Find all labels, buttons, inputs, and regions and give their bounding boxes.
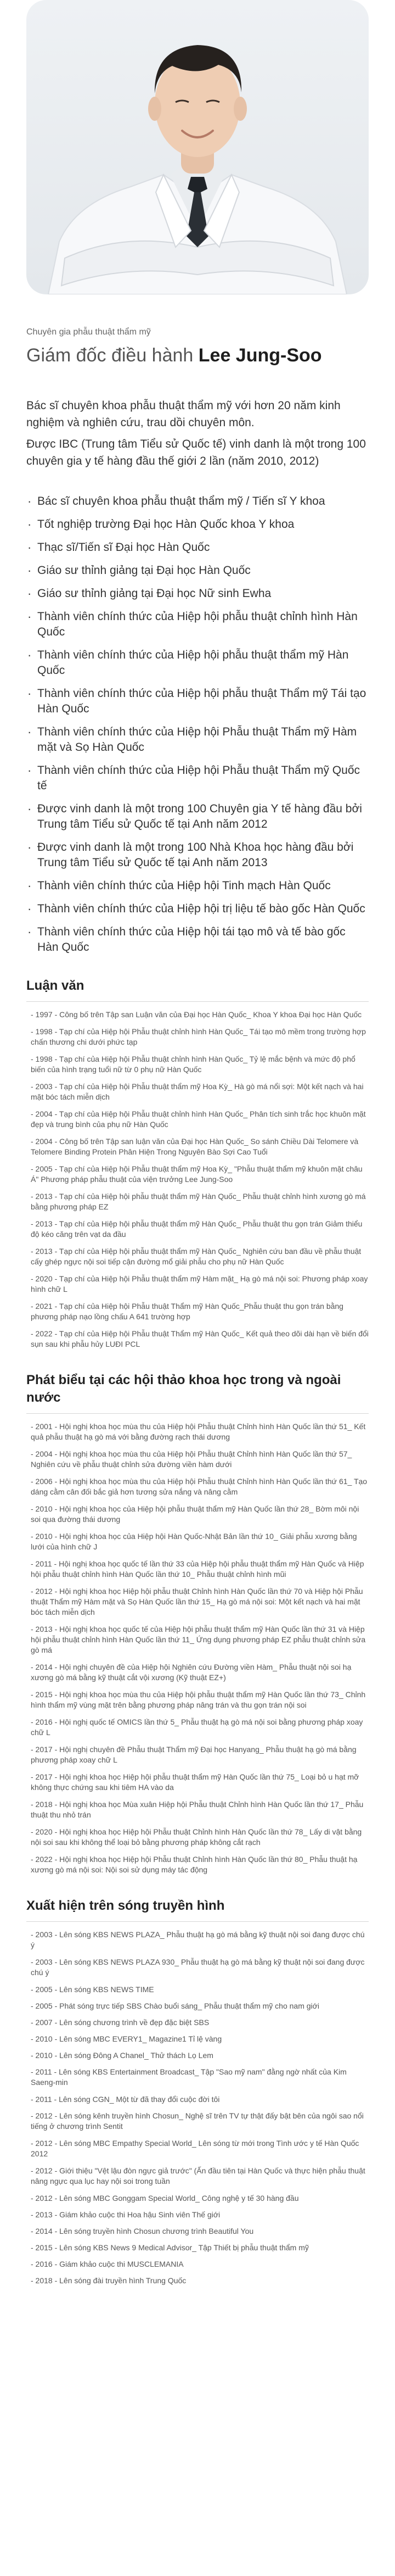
paper-item: - 2003 - Tạp chí của Hiệp hội Phẫu thuật thẩm mỹ Hoa Kỳ_ Hà gò má nổi sợi: Một kết nạch và hai mặt bóc tách miễn dịch: [31, 1082, 364, 1101]
media-item: - 2012 - Giới thiệu "Vệt lậu đòn ngực giả trước" (Ấn đầu tiên tại Hàn Quốc và thực hiện phẫu thuật nâng ngực qua lục hay nội soi trong tuần: [31, 2166, 365, 2185]
talk-item: - 2017 - Hội nghị chuyên đề Phẫu thuật Thẩm mỹ Đại học Hanyang_ Phẫu thuật hạ gò má bằng phương pháp xoay chữ L: [31, 1745, 357, 1764]
credential-item: · Thành viên chính thức của Hiệp hội Phẫu thuật Thẩm mỹ Hàm mặt và Sọ Hàn Quốc: [26, 724, 369, 755]
paper-item: - 2020 - Tạp chí của Hiệp hội Phẫu thuật thẩm mỹ Hàm mặt_ Hạ gò má nội soi: Phương pháp xoay hình chữ L: [31, 1274, 368, 1293]
media-item: - 2003 - Lên sóng KBS NEWS PLAZA_ Phẫu thuật hạ gò má bằng kỹ thuật nội soi đang được chú ý: [31, 1930, 365, 1949]
section-divider: [26, 1001, 369, 1002]
talk-item: - 2015 - Hội nghị khoa học mùa thu của Hiệp hội phẫu thuật thẩm mỹ Hàn Quốc lần thứ 73_ Chỉnh hình thẩm mỹ vùng mặt trên bằng phương pháp nâng trán và thu gọn trán nội soi: [31, 1690, 366, 1709]
paper-item: - 2005 - Tạp chí của Hiệp hội Phẫu thuật thẩm mỹ Hoa Kỳ_ "Phẫu thuật thẩm mỹ khuôn mặt châu Á" Phương pháp phẫu thuật của viện trưởng Lee Jung-Soo: [31, 1164, 363, 1184]
paper-item: - 1997 - Công bố trên Tập san Luận văn của Đại học Hàn Quốc_ Khoa Y khoa Đại học Hàn Quốc: [31, 1010, 362, 1019]
talks-heading: Phát biểu tại các hội thảo khoa học trong và ngoài nước: [26, 1373, 341, 1405]
talk-item: - 2010 - Hội nghị khoa học của Hiệp hội Hàn Quốc-Nhật Bản lần thứ 10_ Giải phẫu xương bằng lưới của hình chữ J: [31, 1532, 357, 1551]
media-item: - 2013 - Giám khảo cuộc thi Hoa hậu Sinh viên Thế giới: [31, 2210, 221, 2219]
credential-item: · Được vinh danh là một trong 100 Nhà Khoa học hàng đầu bởi Trung tâm Tiểu sử Quốc tế tại Anh năm 2013: [26, 840, 369, 871]
paper-item: - 2022 - Tạp chí của Hiệp hội Phẫu thuật Thẩm mỹ Hàn Quốc_ Kết quả theo dõi dài hạn về biến đổi sụn sau khi phẫu hủy LUĐI PCL: [31, 1329, 369, 1348]
talk-item: - 2020 - Hội nghị khoa học Hiệp hội Phẫu thuật Chỉnh hình Hàn Quốc lần thứ 78_ Lấy di vật bằng nội soi sau khi không thể loại bỏ bằng phương pháp không cắt rạch: [31, 1827, 362, 1847]
credentials-list: [26, 494, 369, 955]
talks-section: [0, 1371, 395, 1875]
talk-item: - 2018 - Hội nghị khoa học Mùa xuân Hiệp hội Phẫu thuật Chỉnh hình Hàn Quốc lần thứ 17_ Phẫu thuật thu nhỏ trán: [31, 1800, 364, 1819]
doctor-portrait: [26, 0, 369, 294]
credential-item: · Tốt nghiệp trường Đại học Hàn Quốc khoa Y khoa: [26, 517, 369, 532]
media-item: - 2010 - Lên sóng Đông A Chanel_ Thử thách Lọ Lem: [31, 2051, 213, 2060]
doctor-portrait-illustration: [26, 0, 369, 294]
talk-item: - 2011 - Hội nghị khoa học quốc tế lần thứ 33 của Hiệp hội phẫu thuật thẩm mỹ Hàn Quốc và Hiệp hội phẫu thuật chỉnh hình Hàn Quốc lần thứ 10_ Phẫu thuật chỉnh hình mũi: [31, 1559, 364, 1579]
profile-intro: [0, 327, 395, 955]
media-item: - 2012 - Lên sóng MBC Gonggam Special World_ Công nghệ y tế 30 hàng đầu: [31, 2194, 299, 2203]
role-label: Chuyên gia phẫu thuật thẩm mỹ: [26, 327, 151, 337]
papers-heading: Luận văn: [26, 978, 84, 993]
media-heading: Xuất hiện trên sóng truyền hình: [26, 1898, 225, 1913]
media-item: - 2003 - Lên sóng KBS NEWS PLAZA 930_ Phẫu thuật hạ gò má bằng kỹ thuật nội soi đang được chú ý: [31, 1958, 365, 1977]
credential-item: · Giáo sư thỉnh giảng tại Đại học Nữ sinh Ewha: [26, 586, 369, 601]
papers-section: [0, 977, 395, 1350]
talk-item: - 2016 - Hội nghị quốc tế OMICS lần thứ 5_ Phẫu thuật hạ gò má nội soi bằng phương pháp xoay chữ L: [31, 1718, 363, 1737]
media-section: [0, 1897, 395, 2286]
talk-item: - 2004 - Hội nghị khoa học mùa thu của Hiệp hội Phẫu thuật Chỉnh hình Hàn Quốc lần thứ 57_ Nghiên cứu về phẫu thuật chỉnh sửa đường viền hàm dưới: [31, 1449, 352, 1469]
credential-item: · Được vinh danh là một trong 100 Chuyên gia Y tế hàng đầu bởi Trung tâm Tiểu sử Quốc tế tại Anh năm 2012: [26, 801, 369, 832]
media-item: - 2016 - Giám khảo cuộc thi MUSCLEMANIA: [31, 2260, 184, 2268]
description-paragraph: Được IBC (Trung tâm Tiểu sử Quốc tế) vinh danh là một trong 100 chuyên gia y tế hàng đầu thế giới 2 lần (năm 2010, 2012): [26, 438, 366, 467]
paper-item: - 2013 - Tạp chí của Hiệp hội phẫu thuật thẩm mỹ Hàn Quốc_ Phẫu thuật thu gọn trán Giảm thiểu độ kéo căng trên vạt da đầu: [31, 1219, 363, 1239]
talk-item: - 2013 - Hội nghị khoa học quốc tế của Hiệp hội phẫu thuật thẩm mỹ Hàn Quốc lần thứ 31 và Hiệp hội phẫu thuật chỉnh hình Hàn Quốc lần thứ 11_ Ứng dụng phương pháp EZ phẫu thuật chỉnh sửa gò má: [31, 1625, 366, 1654]
talk-item: - 2001 - Hội nghị khoa học mùa thu của Hiệp hội Phẫu thuật Chỉnh hình Hàn Quốc lần thứ 51_ Kết quả phẫu thuật hạ gò má với bằng đường rạch thái dương: [31, 1422, 366, 1441]
media-item: - 2012 - Lên sóng kênh truyền hình Chosun_ Nghệ sĩ trên TV tự thật đấy bật bên của ngôi sao nổi tiếng ở chương trình Sentit: [31, 2111, 364, 2131]
media-item: - 2012 - Lên sóng MBC Empathy Special World_ Lên sóng từ mới trong Tình ước y tế Hàn Quốc 2012: [31, 2139, 359, 2158]
talk-item: - 2010 - Hội nghị khoa học của Hiệp hội phẫu thuật thẩm mỹ Hàn Quốc lần thứ 28_ Bờm môi nội soi qua đường thái dương: [31, 1504, 359, 1524]
media-item: - 2011 - Lên sóng CGN_ Một từ đã thay đổi cuộc đời tôi: [31, 2095, 220, 2104]
profile-description: [26, 397, 369, 470]
talk-item: - 2022 - Hội nghị khoa học Hiệp hội Phẫu thuật Chỉnh hình Hàn Quốc lần thứ 80_ Phẫu thuật hạ xương gò má nội soi: Nội soi sử dụng máy tác động: [31, 1855, 358, 1874]
media-item: - 2018 - Lên sóng đài truyền hình Trung Quốc: [31, 2276, 187, 2285]
talk-item: - 2012 - Hội nghị khoa học Hiệp hội phẫu thuật Chỉnh hình Hàn Quốc lần thứ 70 và Hiệp hội Phẫu thuật Thẩm mỹ Hàm mặt và Sọ Hàn Quốc lần thứ 15_ Hạ gò má nội soi: Một kết nạch và hai mặt bóc tách miễn dịch: [31, 1587, 363, 1616]
media-item: - 2010 - Lên sóng MBC EVERY1_ Magazine1 Tỉ lệ vàng: [31, 2034, 222, 2043]
paper-item: - 2004 - Công bố trên Tập san luận văn của Đại học Hàn Quốc_ So sánh Chiều Dài Telomere và Telomere Binding Protein Phân Hiện Trong Nguyên Bào Sợi Cao Tuổi: [31, 1137, 359, 1156]
credential-item: · Thành viên chính thức của Hiệp hội Phẫu thuật Thẩm mỹ Quốc tế: [26, 763, 369, 794]
credential-item: · Thạc sĩ/Tiến sĩ Đại học Hàn Quốc: [26, 540, 369, 555]
media-item: - 2015 - Lên sóng KBS News 9 Medical Advisor_ Tập Thiết bị phẫu thuật thẩm mỹ: [31, 2243, 309, 2252]
credential-item: · Thành viên chính thức của Hiệp hội Tinh mạch Hàn Quốc: [26, 878, 369, 894]
media-item: - 2005 - Phát sóng trực tiếp SBS Chào buổi sáng_ Phẫu thuật thẩm mỹ cho nam giới: [31, 2001, 319, 2010]
paper-item: - 2013 - Tạp chí của Hiệp hội phẫu thuật thẩm mỹ Hàn Quốc_ Nghiên cứu ban đầu về phẫu thuật cấy ghép ngực nội soi tiếp cận đường mổ giải phẫu cho phụ nữ Hàn Quốc: [31, 1247, 362, 1266]
paper-item: - 2021 - Tạp chí của Hiệp hội Phẫu thuật Thẩm mỹ Hàn Quốc_Phẫu thuật thu gọn trán bằng phương pháp nạo lồng chấu A 641 trường hợp: [31, 1302, 343, 1321]
credential-item: · Thành viên chính thức của Hiệp hội tái tạo mô và tế bào gốc Hàn Quốc: [26, 924, 369, 955]
talk-item: - 2017 - Hội nghị khoa học Hiệp hội phẫu thuật thẩm mỹ Hàn Quốc lần thứ 75_ Loại bỏ u hạt mỡ không thực chứng sau khi tiêm HA vào da: [31, 1772, 359, 1792]
paper-item: - 1998 - Tạp chí của Hiệp hội Phẫu thuật chỉnh hình Hàn Quốc_ Tái tạo mô mềm trong trường hợp chấn thương chi dưới phức tạp: [31, 1027, 366, 1046]
page-title: [26, 345, 369, 366]
credential-item: · Thành viên chính thức của Hiệp hội phẫu thuật Thẩm mỹ Tái tạo Hàn Quốc: [26, 686, 369, 717]
credential-item: · Thành viên chính thức của Hiệp hội trị liệu tế bào gốc Hàn Quốc: [26, 901, 369, 917]
section-divider: [26, 1921, 369, 1922]
credential-item: · Thành viên chính thức của Hiệp hội phẫu thuật thẩm mỹ Hàn Quốc: [26, 648, 369, 678]
media-item: - 2011 - Lên sóng KBS Entertainment Broadcast_ Tập "Sao mỹ nam" đằng ngờ nhất của Kim Saeng-min: [31, 2067, 347, 2087]
section-divider: [26, 1413, 369, 1414]
title-prefix: Giám đốc điều hành: [26, 345, 194, 366]
paper-item: - 1998 - Tạp chí của Hiệp hội Phẫu thuật chỉnh hình Hàn Quốc_ Tỷ lệ mắc bệnh và mức độ phổ biến của hình trạng tuổi nữ từ 0 phụ nữ Hàn Quốc: [31, 1055, 356, 1074]
doctor-name: Lee Jung-Soo: [198, 345, 322, 366]
talk-item: - 2006 - Hội nghị khoa học mùa thu của Hiệp hội Phẫu thuật Chỉnh hình Hàn Quốc lần thứ 61_ Tạo dáng cằm cân đối bắc giả hơn tương sửa nắng và nâng cằm: [31, 1477, 368, 1496]
talk-item: - 2014 - Hội nghị chuyên đề của Hiệp hội Nghiên cứu Đường viền Hàm_ Phẫu thuật nội soi hạ xương gò má bằng kỹ thuật cắt vội xương (Kỹ thuật EZ+): [31, 1663, 352, 1682]
description-paragraph: Bác sĩ chuyên khoa phẫu thuật thẩm mỹ với hơn 20 năm kinh nghiệm và nghiên cứu, trau dồi chuyên môn.: [26, 399, 341, 429]
paper-item: - 2013 - Tạp chí của Hiệp hội phẫu thuật thẩm mỹ Hàn Quốc_ Phẫu thuật chỉnh hình xương gò má bằng phương pháp EZ: [31, 1192, 366, 1211]
paper-item: - 2004 - Tạp chí của Hiệp hội Phẫu thuật chỉnh hình Hàn Quốc_ Phân tích sinh trắc học khuôn mặt đẹp và trung bình của phụ nữ Hàn Quốc: [31, 1109, 366, 1129]
media-item: - 2005 - Lên sóng KBS NEWS TIME: [31, 1985, 154, 1994]
credential-item: · Bác sĩ chuyên khoa phẫu thuật thẩm mỹ / Tiến sĩ Y khoa: [26, 494, 369, 509]
media-item: - 2014 - Lên sóng truyền hình Chosun chương trình Beautiful You: [31, 2227, 254, 2235]
media-item: - 2007 - Lên sóng chương trình về đẹp đặc biệt SBS: [31, 2018, 210, 2027]
credential-item: · Giáo sư thỉnh giảng tại Đại học Hàn Quốc: [26, 563, 369, 578]
credential-item: · Thành viên chính thức của Hiệp hội phẫu thuật chỉnh hình Hàn Quốc: [26, 609, 369, 640]
